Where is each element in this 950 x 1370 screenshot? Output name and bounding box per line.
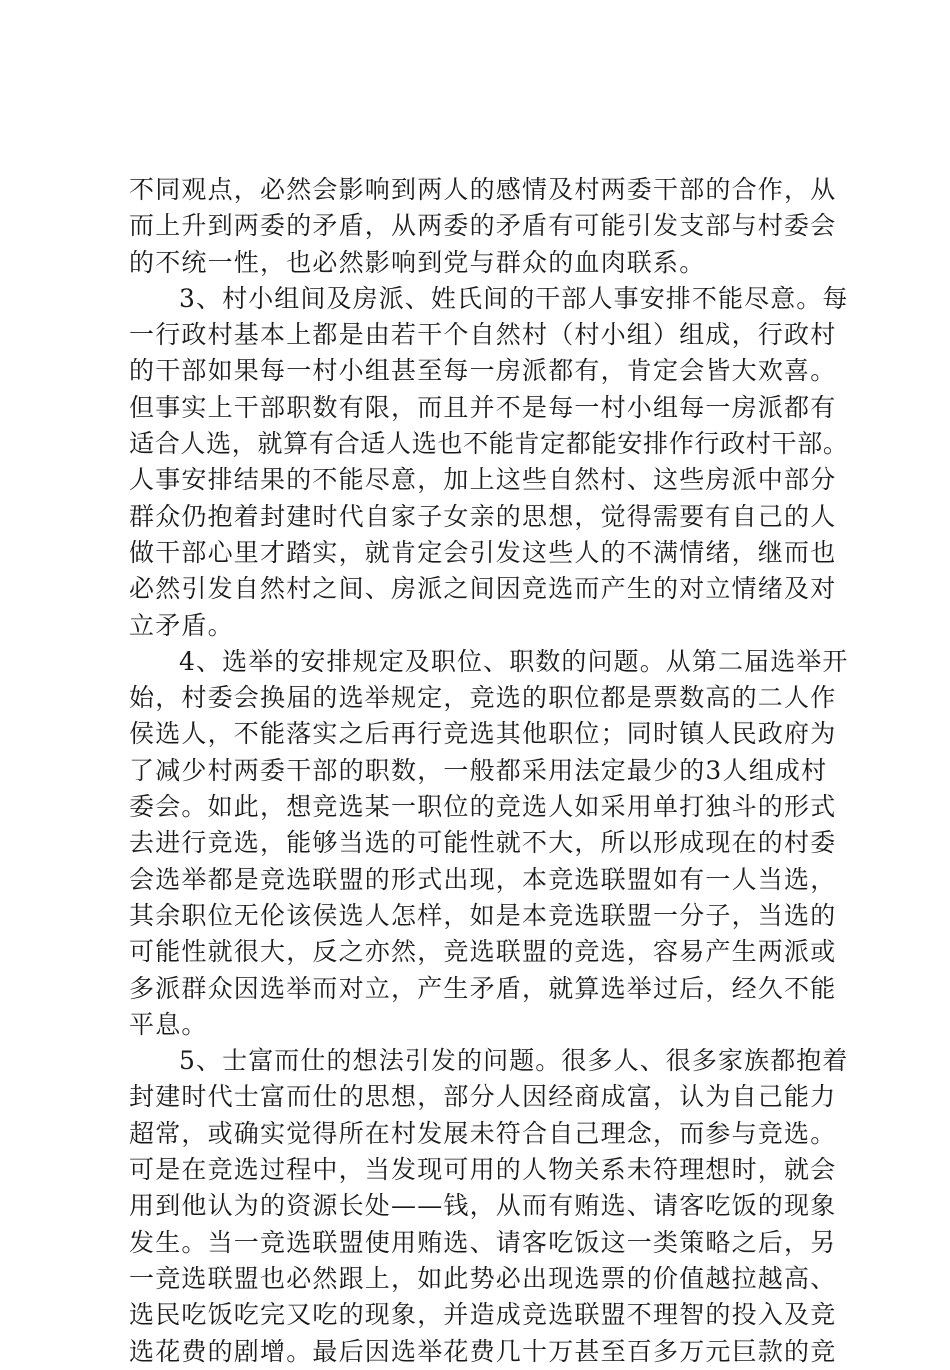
text-line: 适合人选，就算有合适人选也不能肯定都能安排作行政村干部。 bbox=[129, 429, 849, 459]
text-line: 封建时代士富而仕的思想，部分人因经商成富，认为自己能力 bbox=[129, 1082, 837, 1112]
text-line: 必然引发自然村之间、房派之间因竞选而产生的对立情绪及对 bbox=[129, 574, 837, 604]
text-line: 发生。当一竞选联盟使用贿选、请客吃饭这一类策略之后，另 bbox=[129, 1227, 837, 1257]
text-line: 的不统一性，也必然影响到党与群众的血肉联系。 bbox=[129, 247, 706, 277]
text-line: 不同观点，必然会影响到两人的感情及村两委干部的合作，从 bbox=[129, 175, 837, 204]
text-line: 超常，或确实觉得所在村发展未符合自己理念，而参与竞选。 bbox=[129, 1118, 837, 1148]
text-line: 立矛盾。 bbox=[129, 610, 234, 640]
text-line: 去进行竞选，能够当选的可能性就不大，所以形成现在的村委 bbox=[129, 828, 837, 858]
text-line: 其余职位无伦该侯选人怎样，如是本竞选联盟一分子，当选的 bbox=[129, 900, 837, 930]
text-line: 人事安排结果的不能尽意，加上这些自然村、这些房派中部分 bbox=[129, 465, 837, 495]
text-line: 而上升到两委的矛盾，从两委的矛盾有可能引发支部与村委会 bbox=[129, 211, 837, 241]
text-line: 委会。如此，想竞选某一职位的竞选人如采用单打独斗的形式 bbox=[129, 792, 837, 822]
text-line: 会选举都是竞选联盟的形式出现，本竞选联盟如有一人当选， bbox=[129, 864, 837, 894]
paragraph-first-line: 3、村小组间及房派、姓氏间的干部人事安排不能尽意。每 bbox=[179, 283, 849, 313]
text-line: 始，村委会换届的选举规定，竞选的职位都是票数高的二人作 bbox=[129, 683, 837, 713]
paragraph-first-line: 5、士富而仕的想法引发的问题。很多人、很多家族都抱着 bbox=[179, 1046, 849, 1076]
body-text bbox=[129, 172, 849, 1370]
text-line: 一竞选联盟也必然跟上，如此势必出现选票的价值越拉越高、 bbox=[129, 1263, 837, 1293]
text-line: 但事实上干部职数有限，而且并不是每一村小组每一房派都有 bbox=[129, 392, 837, 422]
text-line: 了减少村两委干部的职数，一般都采用法定最少的3人组成村 bbox=[129, 755, 828, 785]
text-line: 的干部如果每一村小组甚至每一房派都有，肯定会皆大欢喜。 bbox=[129, 356, 837, 386]
text-line: 用到他认为的资源长处——钱，从而有贿选、请客吃饭的现象 bbox=[129, 1191, 837, 1221]
text-line: 侯选人，不能落实之后再行竞选其他职位；同时镇人民政府为 bbox=[129, 719, 837, 749]
text-line: 选民吃饭吃完又吃的现象，并造成竞选联盟不理智的投入及竞 bbox=[129, 1300, 837, 1330]
text-line: 一行政村基本上都是由若干个自然村（村小组）组成，行政村 bbox=[129, 320, 837, 350]
text-line: 群众仍抱着封建时代自家子女亲的思想，觉得需要有自己的人 bbox=[129, 501, 837, 531]
text-line: 平息。 bbox=[129, 1009, 208, 1039]
text-line: 可能性就很大，反之亦然，竞选联盟的竞选，容易产生两派或 bbox=[129, 937, 837, 967]
text-line: 选花费的剧增。最后因选举花费几十万甚至百多万元巨款的竞 bbox=[129, 1336, 837, 1366]
text-line: 多派群众因选举而对立，产生矛盾，就算选举过后，经久不能 bbox=[129, 973, 837, 1003]
text-line: 可是在竞选过程中，当发现可用的人物关系未符理想时，就会 bbox=[129, 1155, 837, 1185]
paragraph-first-line: 4、选举的安排规定及职位、职数的问题。从第二届选举开 bbox=[179, 646, 849, 676]
text-line: 做干部心里才踏实，就肯定会引发这些人的不满情绪，继而也 bbox=[129, 537, 837, 567]
